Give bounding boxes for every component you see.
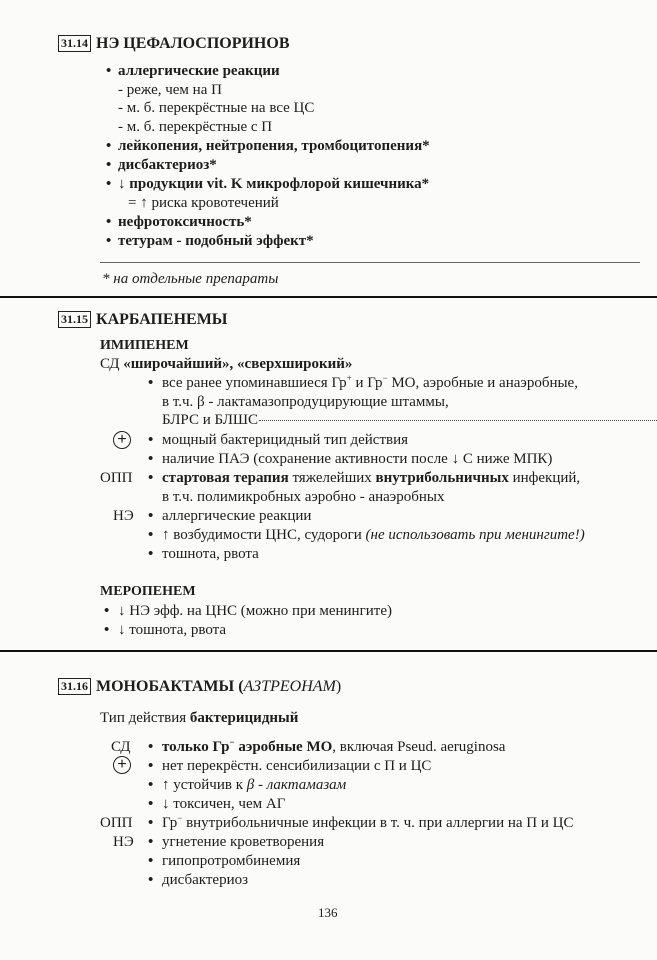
list-item: ↓ НЭ эфф. на ЦНС (можно при менингите) xyxy=(118,603,392,619)
bullet: • xyxy=(148,758,154,774)
bullet: • xyxy=(106,138,112,154)
opp-label: ОПП xyxy=(100,470,133,486)
sd-line xyxy=(100,355,352,373)
text-run: β - лактамазам xyxy=(246,777,347,793)
text-run: только Гр xyxy=(162,739,230,755)
list-item: ↓ тошнота, рвота xyxy=(118,622,227,638)
sd-text: «широчайший», «сверхширокий» xyxy=(123,356,353,372)
list-item xyxy=(162,526,585,544)
bullet: • xyxy=(106,214,112,230)
bullet: • xyxy=(104,622,110,638)
plus-circle-icon: + xyxy=(113,431,131,449)
text-run: инфекций, xyxy=(508,470,581,486)
ne-label: НЭ xyxy=(113,508,134,524)
text-run: , включая Pseud. aeruginosa xyxy=(332,739,506,755)
section-number: 31.14 xyxy=(58,35,91,52)
section-number: 31.15 xyxy=(58,311,91,328)
bullet: • xyxy=(148,451,154,467)
dotted-leader xyxy=(259,420,657,421)
superscript: − xyxy=(382,373,388,383)
list-continuation: в т.ч. β - лактамазопродуцирующие штаммы, xyxy=(162,394,449,410)
sd-label: СД xyxy=(111,739,131,755)
text-run: тяжелейших xyxy=(288,470,376,486)
bullet: • xyxy=(148,432,154,448)
bullet: • xyxy=(148,508,154,524)
bullet: • xyxy=(106,233,112,249)
text-run: внутрибольничные инфекции в т. ч. при аллергии на П и ЦС xyxy=(182,815,574,831)
list-item: нефротоксичность* xyxy=(118,214,252,230)
bullet: • xyxy=(148,375,154,391)
section-31-16-heading xyxy=(58,678,341,696)
superscript: − xyxy=(177,813,183,823)
sd-label: СД xyxy=(100,356,120,372)
page-number: 136 xyxy=(318,905,338,920)
bullet: • xyxy=(148,796,154,812)
text-run: все ранее упоминавшиеся Гр xyxy=(162,375,347,391)
list-item: наличие ПАЭ (сохранение активности после ↓ С ниже МПК) xyxy=(162,451,553,467)
bullet: • xyxy=(148,546,154,562)
list-item: аллергические реакции xyxy=(162,508,312,524)
list-item: нет перекрёстн. сенсибилизации с П и ЦС xyxy=(162,758,432,774)
section-number: 31.16 xyxy=(58,678,91,695)
sub-item: = ↑ риска кровотечений xyxy=(128,195,279,211)
bullet: • xyxy=(148,470,154,486)
list-item: дисбактериоз* xyxy=(118,157,217,173)
text-run: Гр xyxy=(162,815,178,831)
footnote: * на отдельные препараты xyxy=(102,271,279,287)
section-divider xyxy=(0,296,657,298)
list-item: ↓ токсичен, чем АГ xyxy=(162,796,286,812)
list-item xyxy=(162,814,573,832)
bullet: • xyxy=(148,777,154,793)
list-item: гипопротромбинемия xyxy=(162,853,301,869)
sub-item: - реже, чем на П xyxy=(118,82,222,98)
bullet: • xyxy=(106,176,112,192)
list-item xyxy=(162,374,578,392)
bullet: • xyxy=(106,157,112,173)
bullet: • xyxy=(148,527,154,543)
text-run: и Гр xyxy=(351,375,383,391)
text-run: АЗТРЕОНАМ xyxy=(243,678,336,695)
section-31-15-heading xyxy=(58,311,228,329)
list-item: угнетение кроветворения xyxy=(162,834,325,850)
text-run: бактерицидный xyxy=(189,710,299,726)
text-run: Тип действия xyxy=(100,710,190,726)
text-run: ↑ устойчив к xyxy=(162,777,247,793)
superscript: + xyxy=(346,373,352,383)
action-type xyxy=(100,709,298,727)
list-item xyxy=(162,738,505,756)
list-item: тошнота, рвота xyxy=(162,546,259,562)
section-31-14-heading xyxy=(58,35,290,53)
bullet: • xyxy=(104,603,110,619)
section-title: КАРБАПЕНЕМЫ xyxy=(96,311,228,328)
superscript: − xyxy=(229,737,235,747)
section-divider xyxy=(0,650,657,652)
text-run: аэробные МО xyxy=(234,739,333,755)
bullet: • xyxy=(148,834,154,850)
text-run: внутрибольничных xyxy=(375,470,509,486)
ne-label: НЭ xyxy=(113,834,134,850)
drug-name: ИМИПЕНЕМ xyxy=(100,338,189,353)
list-item: ↓ продукции vit. K микрофлорой кишечника* xyxy=(118,176,430,192)
section-title: НЭ ЦЕФАЛОСПОРИНОВ xyxy=(96,35,290,52)
sub-item: - м. б. перекрёстные с П xyxy=(118,119,273,135)
opp-label: ОПП xyxy=(100,815,133,831)
text-run: ) xyxy=(335,678,342,695)
list-item: лейкопения, нейтропения, тромбоцитопения* xyxy=(118,138,430,154)
plus-circle-icon: + xyxy=(113,756,131,774)
list-continuation: в т.ч. полимикробных аэробно - анаэробных xyxy=(162,489,445,505)
section-title xyxy=(96,678,341,695)
text-run: ↑ возбудимости ЦНС, судороги xyxy=(162,527,366,543)
sub-item: - м. б. перекрёстные на все ЦС xyxy=(118,100,315,116)
list-item: мощный бактерицидный тип действия xyxy=(162,432,409,448)
bullet: • xyxy=(148,739,154,755)
text-run: МОНОБАКТАМЫ ( xyxy=(96,678,244,695)
text-run: стартовая терапия xyxy=(162,470,289,486)
list-continuation xyxy=(162,411,657,429)
list-item: тетурам - подобный эффект* xyxy=(118,233,314,249)
bullet: • xyxy=(148,872,154,888)
bullet: • xyxy=(106,63,112,79)
text-run: БЛРС и БЛШС xyxy=(162,412,259,428)
list-item xyxy=(162,469,580,487)
text-run: (не использовать при менингите!) xyxy=(365,527,585,543)
drug-name: МЕРОПЕНЕМ xyxy=(100,584,196,599)
footnote-divider xyxy=(100,262,640,263)
text-run: МО, аэробные и анаэробные, xyxy=(387,375,578,391)
allergy-item: аллергические реакции xyxy=(118,63,280,79)
list-item: дисбактериоз xyxy=(162,872,249,888)
list-item xyxy=(162,776,346,794)
bullet: • xyxy=(148,853,154,869)
bullet: • xyxy=(148,815,154,831)
